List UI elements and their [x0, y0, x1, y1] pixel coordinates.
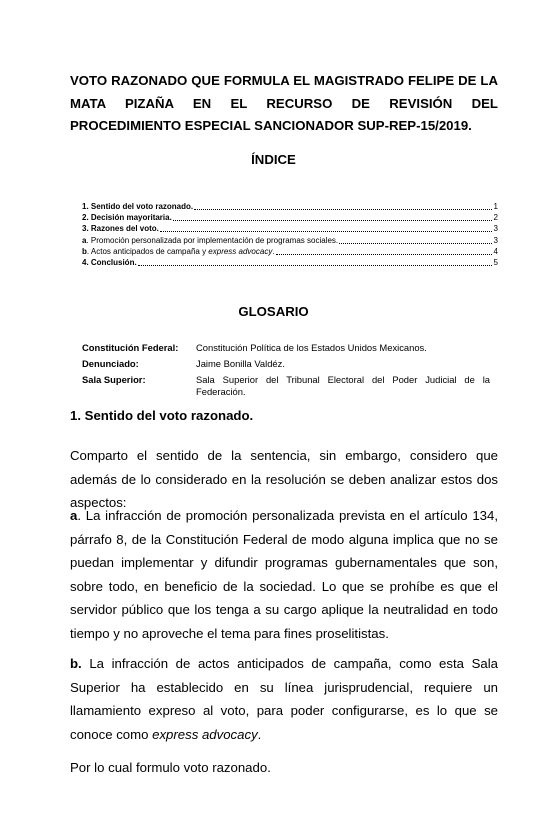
toc-leader — [339, 236, 491, 244]
paragraph-a-text: . La infracción de promoción personalizada prevista en el artículo 134, párrafo 8, de la Constitución Federal de modo alguna implica que no se puedan implementar y difundir programas gubernamentales que son, sobre todo, en beneficio de la sociedad. Lo que se prohíbe es que el servidor público que los tenga a su cargo aplique la neutralidad en todo tiempo y no aproveche el tema para fines proselitistas. — [70, 508, 498, 641]
toc-leader — [138, 258, 492, 266]
toc-entry-label: 4. Conclusión. — [82, 257, 137, 267]
toc-entry-italic: express advocacy — [208, 246, 273, 256]
paragraph-b-tail: . — [257, 726, 262, 742]
section-heading: 1. Sentido del voto razonado. — [70, 408, 254, 423]
glossary-definition: Sala Superior del Tribunal Electoral del Poder Judicial de la Federación. — [196, 374, 490, 397]
paragraph-closing: Por lo cual formulo voto razonado. — [70, 760, 271, 775]
paragraph-b-italic: express advocacy — [152, 726, 258, 742]
toc-entry-text: . Promoción personalizada por implementación de programas sociales. — [86, 235, 339, 245]
toc-leader — [173, 213, 492, 221]
paragraph-b-lead: b. — [70, 656, 82, 671]
toc-entry-text: . Actos anticipados de campaña y — [86, 246, 209, 256]
toc-entry-3b[interactable] — [82, 246, 498, 257]
glossary-term: Denunciado: — [82, 358, 139, 369]
toc-leader — [276, 247, 492, 255]
glosario-heading: GLOSARIO — [238, 304, 309, 319]
toc-entry-3a[interactable] — [82, 235, 498, 246]
glossary-item — [82, 374, 490, 398]
toc-entry-label — [82, 235, 338, 246]
glossary-item — [82, 342, 490, 354]
toc-leader — [160, 224, 492, 232]
toc-page-number: 3 — [493, 235, 498, 245]
glossary-definition: Constitución Política de los Estados Unidos Mexicanos. — [196, 342, 427, 353]
toc-entry-label — [82, 246, 275, 257]
toc-page-number: 2 — [493, 213, 498, 223]
toc-page-number: 3 — [493, 224, 498, 234]
toc-leader — [194, 202, 491, 210]
toc-page-number: 1 — [493, 202, 498, 211]
paragraph-intro: Comparto el sentido de la sentencia, sin embargo, considero que además de lo considerado en la resolución se deben analizar estos dos aspectos: — [70, 448, 498, 510]
toc-page-number: 4 — [493, 246, 498, 256]
glossary-item — [82, 358, 490, 370]
toc-entry-3[interactable] — [82, 223, 498, 234]
document-title: VOTO RAZONADO QUE FORMULA EL MAGISTRADO FELIPE DE LA MATA PIZAÑA EN EL RECURSO DE REVISIÓN DEL PROCEDIMIENTO ESPECIAL SANCIONADOR SUP-REP-15/2019. — [70, 73, 498, 133]
paragraph-a-lead: a — [70, 508, 78, 523]
toc-entry-2[interactable] — [82, 212, 498, 223]
glossary-definition: Jaime Bonilla Valdéz. — [196, 358, 285, 369]
table-of-contents — [82, 201, 498, 268]
toc-page-number: 5 — [493, 257, 498, 267]
paragraph-b — [70, 652, 498, 746]
toc-entry-lead: a — [82, 235, 87, 245]
toc-entry-lead: b — [82, 246, 87, 256]
toc-entry-tail: . — [272, 246, 275, 256]
toc-entry-label: 1. Sentido del voto razonado. — [82, 202, 194, 211]
glossary-list — [82, 342, 490, 402]
glossary-term: Sala Superior: — [82, 374, 146, 385]
paragraph-b-text: La infracción de actos anticipados de campaña, como esta Sala Superior ha establecido en su línea jurisprudencial, requiere un llamamiento expreso al voto, para poder configurarse, es lo que se conoce como — [70, 656, 498, 742]
toc-entry-label: 3. Razones del voto. — [82, 224, 159, 234]
toc-entry-label: 2. Decisión mayoritaria. — [82, 213, 172, 223]
glossary-term: Constitución Federal: — [82, 342, 179, 353]
toc-entry-1[interactable] — [82, 201, 498, 212]
paragraph-a — [70, 504, 498, 645]
indice-heading: ÍNDICE — [251, 152, 296, 167]
toc-entry-4[interactable] — [82, 257, 498, 268]
